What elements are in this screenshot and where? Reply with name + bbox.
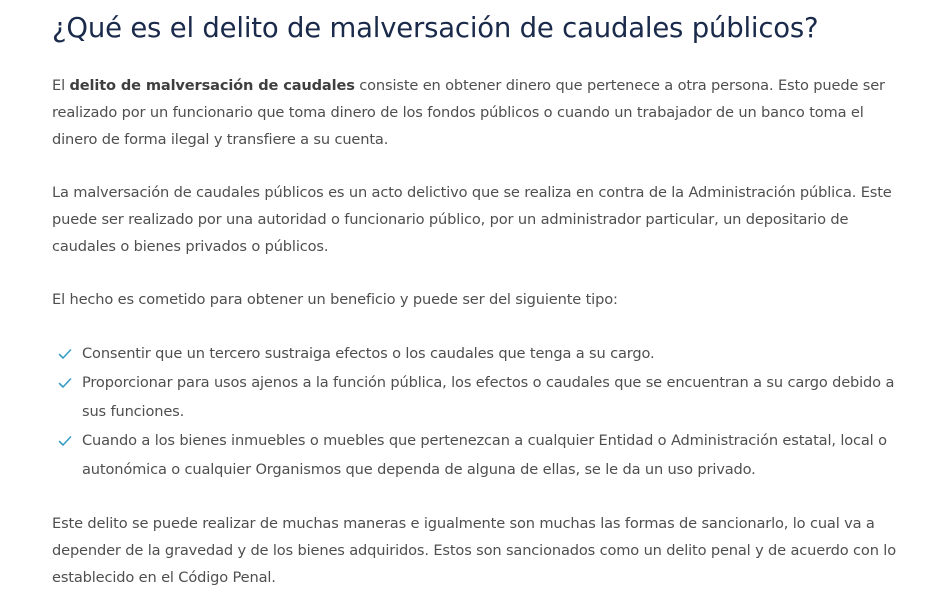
check-icon [57, 433, 73, 449]
third-paragraph: El hecho es cometido para obtener un beneficio y puede ser del siguiente tipo: [52, 291, 618, 308]
check-icon [57, 375, 73, 391]
checklist-item [52, 426, 909, 484]
checklist-item-text: Proporcionar para usos ajenos a la función pública, los efectos o caudales que se encuentran a su cargo debido a sus funciones. [82, 374, 895, 420]
checklist-item [52, 339, 909, 368]
checklist [52, 339, 909, 484]
closing-paragraph: Este delito se puede realizar de muchas maneras e igualmente son muchas las formas de sancionarlo, lo cual va a depender de la gravedad y de los bienes adquiridos. Estos son sancionados como un delito penal y de acuerdo con lo establecido en el Código Penal. [52, 515, 896, 586]
intro-prefix: El [52, 77, 70, 94]
checklist-item [52, 368, 909, 426]
check-icon [57, 346, 73, 362]
second-paragraph: La malversación de caudales públicos es un acto delictivo que se realiza en contra de la Administración pública. Este puede ser realizado por una autoridad o funcionario público, por un administrador particular, un depositario de caudales o bienes privados o públicos. [52, 184, 892, 255]
checklist-item-text: Cuando a los bienes inmuebles o muebles que pertenezcan a cualquier Entidad o Administración estatal, local o autonómica o cualquier Organismos que dependa de alguna de ellas, se le da un uso privado. [82, 432, 887, 478]
checklist-item-text: Consentir que un tercero sustraiga efectos o los caudales que tenga a su cargo. [82, 345, 655, 362]
page-title: ¿Qué es el delito de malversación de caudales públicos? [52, 12, 819, 44]
intro-bold-term: delito de malversación de caudales [69, 77, 355, 94]
intro-paragraph [52, 72, 909, 153]
intro-suffix: consiste en obtener dinero que pertenece a otra persona. Esto puede ser realizado por un funcionario que toma dinero de los fondos públicos o cuando un trabajador de un banco toma el dinero de forma ilegal y transfiere a su cuenta. [52, 77, 885, 148]
